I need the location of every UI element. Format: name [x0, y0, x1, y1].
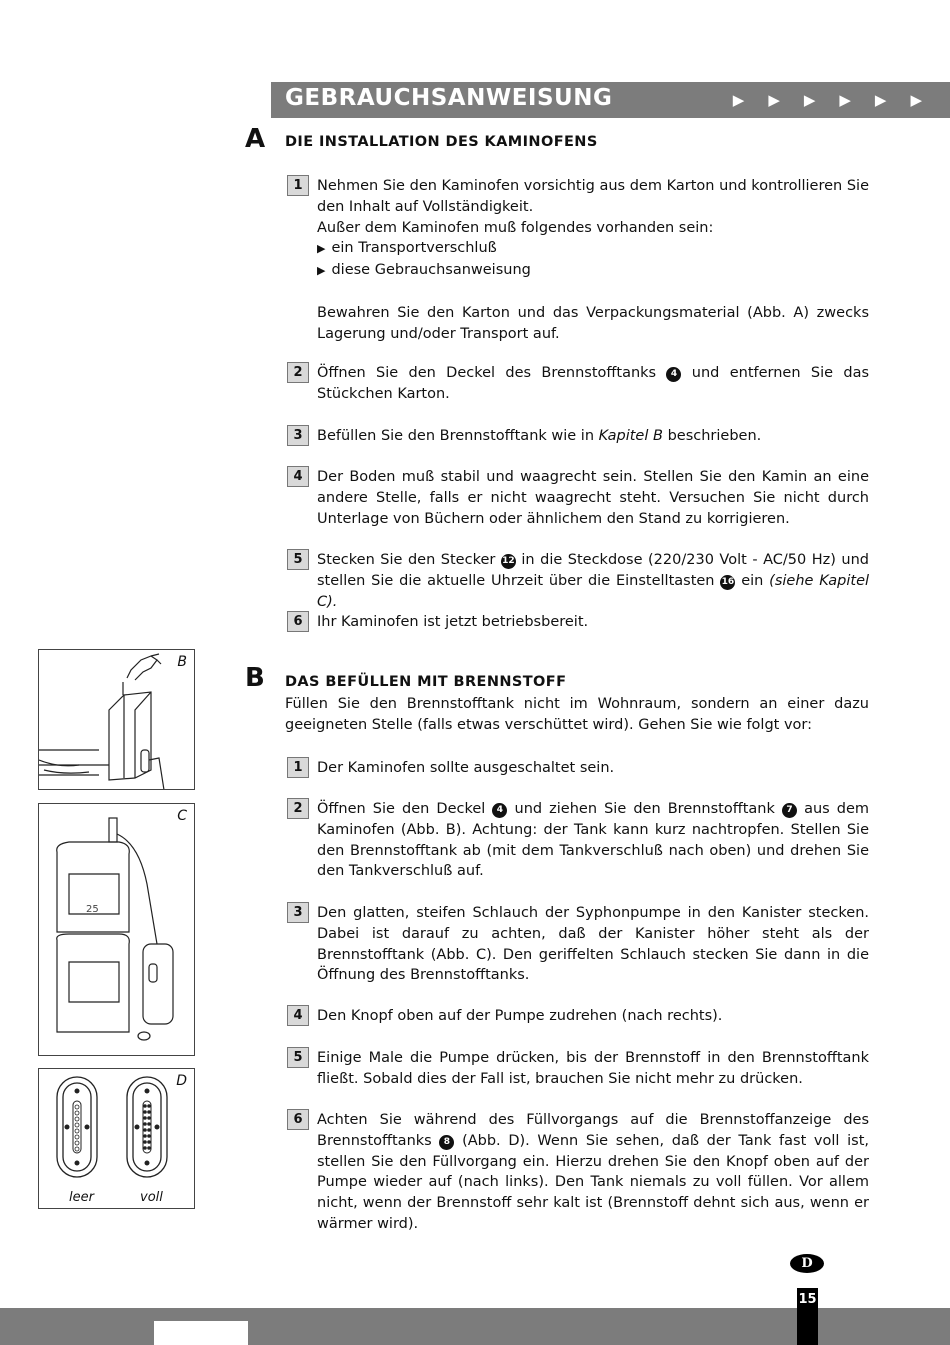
reference-badge: 12	[501, 554, 516, 569]
step-number: 2	[287, 362, 309, 383]
text-part: Öffnen Sie den Deckel	[317, 801, 486, 817]
step-number: 5	[287, 1047, 309, 1068]
italic-ref: Kapitel B	[598, 428, 663, 444]
section-a-step-1	[287, 176, 869, 344]
bullet-item: ▶ ein Transportverschluß	[317, 238, 869, 260]
step-number: 4	[287, 466, 309, 487]
step-number: 1	[287, 757, 309, 778]
section-a-step-4	[287, 467, 869, 529]
step-number: 3	[287, 425, 309, 446]
step-number: 6	[287, 1109, 309, 1130]
text-part: (Abb. D). Wenn Sie sehen, daß der Tank fast voll ist, stellen Sie den Füllvorgang ein. Hierzu drehen Sie den Knopf oben auf der Pumpe wieder auf (nach links). Den Tank niemals zu voll füllen. Vor allem nicht, wenn der Brennstoff sehr kalt ist (Brennstoff dehnt sich aus, wenn er wärmer wird).	[317, 1132, 869, 1232]
figure-c	[38, 803, 195, 1056]
step-number: 5	[287, 549, 309, 570]
step-text: Der Boden muß stabil und waagrecht sein. Stellen Sie den Kamin an eine andere Stelle, falls er nicht waagrecht steht. Versuchen Sie nicht durch Unterlage von Büchern oder ähnlichem den Stand zu korrigieren.	[317, 469, 869, 527]
page-number: 15	[797, 1288, 818, 1345]
step-text: Ihr Kaminofen ist jetzt betriebsbereit.	[317, 614, 589, 630]
figure-d-label: D	[176, 1073, 187, 1089]
figure-b-drawing	[39, 650, 194, 789]
text-part: Befüllen Sie den Brennstofftank wie in	[317, 428, 595, 444]
section-a-step-6	[287, 612, 869, 633]
section-b-step-3	[287, 903, 869, 986]
page-title: GEBRAUCHSANWEISUNG	[285, 85, 613, 111]
figure-b	[38, 649, 195, 790]
step-line: Außer dem Kaminofen muß folgendes vorhanden sein:	[317, 219, 714, 236]
step-number: 3	[287, 902, 309, 923]
section-b-step-5	[287, 1048, 869, 1090]
figure-b-label: B	[177, 654, 187, 670]
text-part: und entfernen Sie das Stückchen Karton.	[317, 365, 870, 402]
section-b-step-6	[287, 1110, 869, 1235]
text-part: und ziehen Sie den Brennstofftank	[514, 801, 775, 817]
step-number: 4	[287, 1005, 309, 1026]
section-b-intro: Füllen Sie den Brennstofftank nicht im Wohnraum, sondern an einer dazu geeigneten Stelle (falls etwas verschüttet wird). Gehen Sie wie folgt vor:	[285, 696, 869, 733]
text-part: Achten Sie während des Füllvorgangs auf die Brennstoffanzeige des Brennstofftanks	[317, 1112, 869, 1149]
text-part: aus dem Kaminofen (Abb. B). Achtung: der Tank kann kurz nachtropfen. Stellen Sie den Brennstofftank ab (mit dem Tankverschluß nach oben) und drehen Sie den Tankverschluß auf.	[317, 801, 870, 880]
step-text	[317, 799, 869, 882]
section-b-letter: B	[245, 663, 265, 693]
step-text: Den Knopf oben auf der Pumpe zudrehen (nach rechts).	[317, 1008, 723, 1024]
figure-c-drawing	[39, 804, 194, 1055]
step-text	[317, 176, 869, 344]
bullet-item: ▶ diese Gebrauchsanweisung	[317, 260, 869, 282]
section-a-step-3	[287, 426, 869, 447]
header-arrows: ▶▶▶▶▶▶	[732, 91, 946, 109]
step-number: 1	[287, 175, 309, 196]
reference-badge: 4	[492, 803, 507, 818]
step-number: 2	[287, 798, 309, 819]
reference-badge: 8	[439, 1135, 454, 1150]
text-part: beschrieben.	[667, 428, 762, 444]
section-b-step-4	[287, 1006, 869, 1027]
step-text	[317, 426, 869, 447]
reference-badge: 16	[720, 575, 735, 590]
section-b-step-2	[287, 799, 869, 882]
section-a-letter: A	[245, 124, 266, 154]
step-text: Den glatten, steifen Schlauch der Syphonpumpe in den Kanister stecken. Dabei ist darauf zu achten, daß der Kanister höher steht als der Brennstofftank (Abb. C). Den geriffelten Schlauch stecken Sie dann in die Öffnung des Brennstofftanks.	[317, 905, 869, 984]
tank-label: 25	[86, 904, 99, 915]
figure-d	[38, 1068, 195, 1209]
caption-full: voll	[140, 1190, 163, 1205]
step-text	[317, 363, 869, 405]
section-a-step-5	[287, 550, 869, 612]
step-line: Nehmen Sie den Kaminofen vorsichtig aus dem Karton und kontrollieren Sie den Inhalt auf Vollständigkeit.	[317, 178, 869, 215]
text-part: Öffnen Sie den Deckel des Brennstofftanks	[317, 365, 657, 381]
step-text	[317, 550, 869, 612]
footer-white-block	[154, 1321, 248, 1345]
section-b-title: DAS BEFÜLLEN MIT BRENNSTOFF	[285, 674, 567, 690]
header-bar	[271, 82, 950, 118]
text-part: Stecken Sie den Stecker	[317, 552, 496, 568]
step-line: Bewahren Sie den Karton und das Verpackungsmaterial (Abb. A) zwecks Lagerung und/oder Transport auf.	[317, 304, 869, 342]
step-number: 6	[287, 611, 309, 632]
language-badge: D	[790, 1254, 824, 1273]
italic-ref: (siehe Kapitel C).	[317, 572, 870, 610]
caption-empty: leer	[69, 1190, 94, 1205]
reference-badge: 4	[666, 367, 681, 382]
text-part: ein	[741, 572, 764, 589]
section-a-title: DIE INSTALLATION DES KAMINOFENS	[285, 134, 598, 150]
section-b-step-1	[287, 758, 869, 779]
step-text: Der Kaminofen sollte ausgeschaltet sein.	[317, 760, 615, 776]
reference-badge: 7	[782, 803, 797, 818]
section-a-step-2	[287, 363, 869, 405]
figure-c-label: C	[177, 808, 187, 824]
figure-d-gauges	[39, 1069, 194, 1208]
step-text: Einige Male die Pumpe drücken, bis der Brennstoff in den Brennstofftank fließt. Sobald dies der Fall ist, brauchen Sie nicht mehr zu drücken.	[317, 1050, 869, 1087]
text-part: in die Steckdose (220/230 Volt - AC/50 Hz) und stellen Sie die aktuelle Uhrzeit über die Einstelltasten	[317, 552, 869, 589]
step-text	[317, 1110, 869, 1235]
